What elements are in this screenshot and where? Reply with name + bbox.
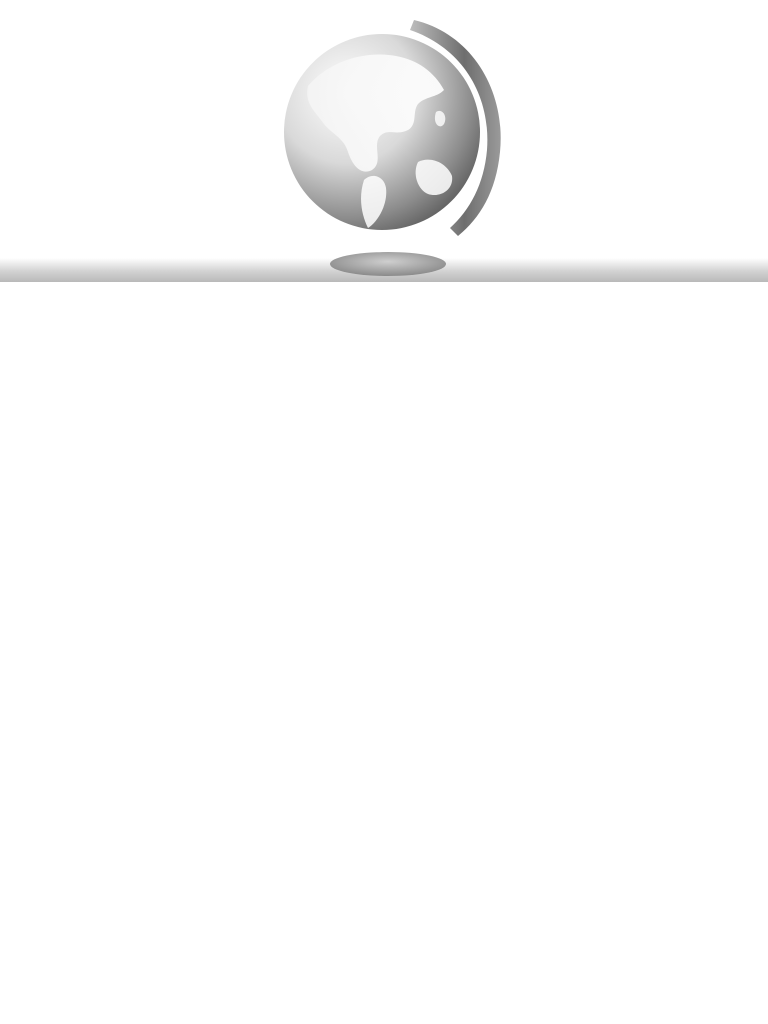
globe-logo-icon (268, 12, 508, 282)
boolean-slide (0, 575, 768, 1024)
